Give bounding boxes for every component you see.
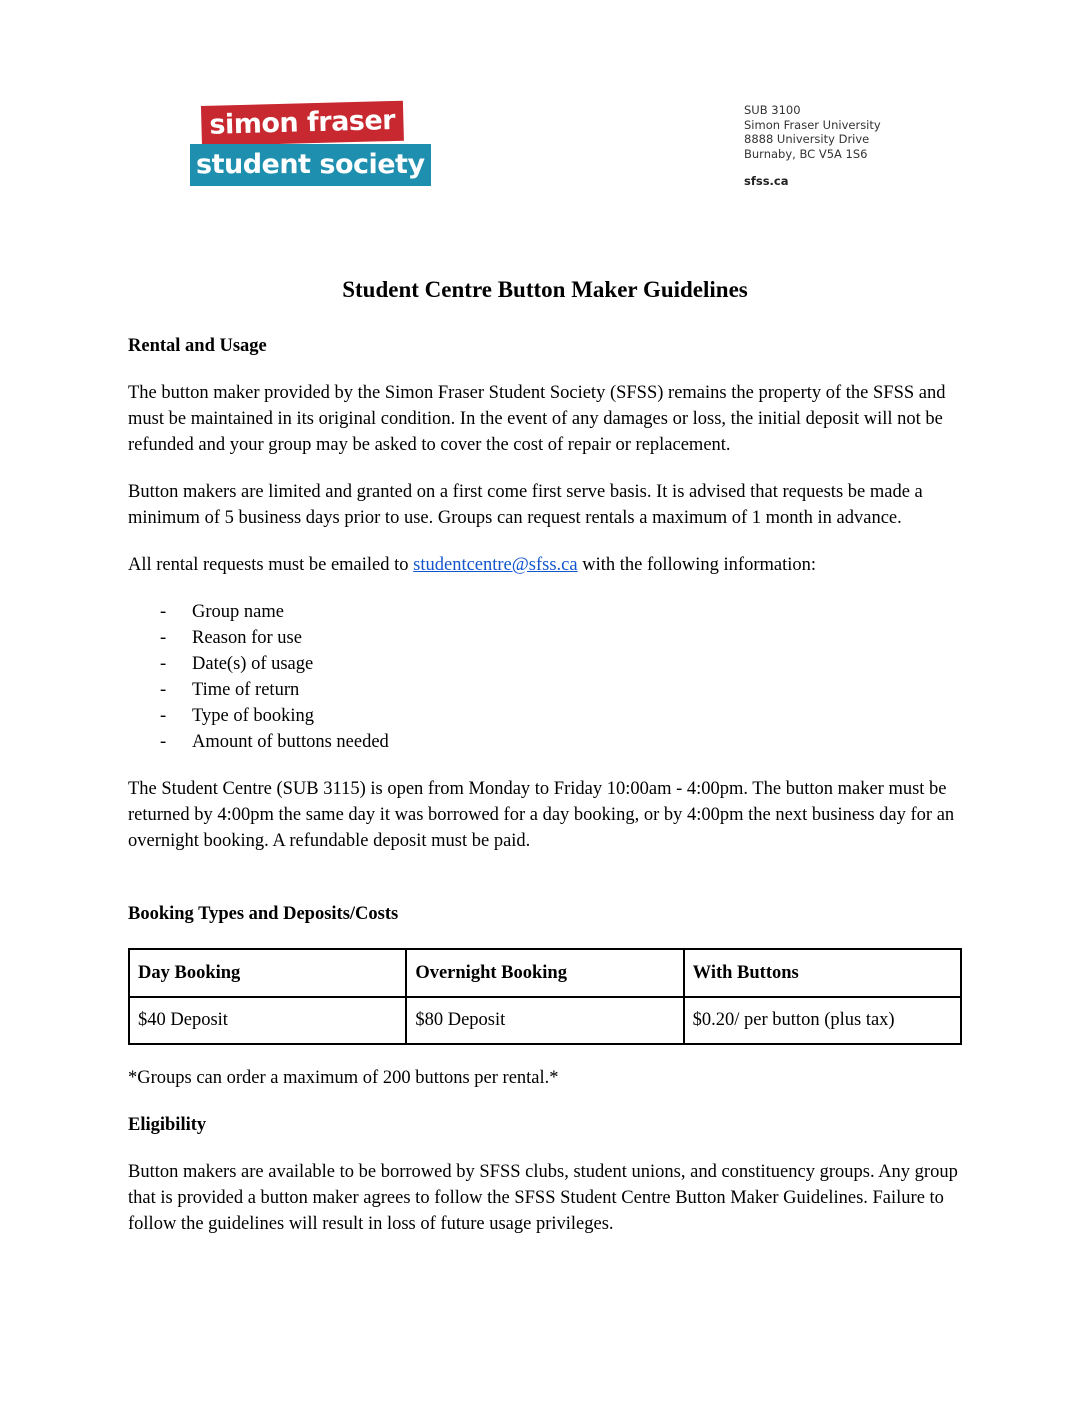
table-row (129, 997, 961, 1044)
email-intro-text: All rental requests must be emailed to (128, 555, 414, 575)
booking-note: *Groups can order a maximum of 200 buttons per rental.* (128, 1068, 559, 1088)
table-header-cell: Day Booking (129, 949, 406, 997)
email-outro-text: with the following information: (577, 555, 817, 575)
logo-line-2: student society (190, 144, 431, 186)
address-line: Burnaby, BC V5A 1S6 (744, 146, 868, 161)
rental-heading: Rental and Usage (128, 336, 267, 356)
address-line: 8888 University Drive (744, 132, 870, 146)
table-cell: $40 Deposit (129, 997, 406, 1044)
list-item: - Amount of buttons needed (128, 729, 962, 755)
rental-paragraph-1: The button maker provided by the Simon Fraser Student Society (SFSS) remains the property of the SFSS and must be maintained in its original condition. In the event of any damages or loss, the initial deposit will not be refunded and your group may be asked to cover the cost of repair or replacement. (128, 383, 946, 455)
booking-table (128, 948, 962, 1045)
table-header-row (129, 949, 961, 997)
logo-line-1: simon fraser (201, 101, 404, 146)
eligibility-heading: Eligibility (128, 1115, 207, 1135)
document-body (128, 270, 962, 1237)
email-link[interactable]: studentcentre@sfss.ca (413, 555, 578, 575)
rental-paragraph-3 (128, 552, 962, 578)
eligibility-paragraph: Button makers are available to be borrowed by SFSS clubs, student unions, and constituency groups. Any group that is provided a button maker agrees to follow the SFSS Student Centre Button Maker Guidelines. Failure to follow the guidelines will result in loss of future usage privileges. (128, 1162, 958, 1234)
address-line: SUB 3100 (744, 103, 801, 117)
list-item: - Date(s) of usage (128, 651, 962, 677)
list-item: - Time of return (128, 677, 962, 703)
letterhead-address (744, 103, 881, 189)
booking-heading: Booking Types and Deposits/Costs (128, 904, 399, 924)
requirements-list (128, 599, 962, 755)
table-header-cell: Overnight Booking (406, 949, 683, 997)
table-header-cell: With Buttons (684, 949, 961, 997)
table-cell: $0.20/ per button (plus tax) (684, 997, 961, 1044)
sfss-logo (190, 104, 425, 186)
website-link[interactable]: sfss.ca (744, 174, 789, 188)
hours-paragraph: The Student Centre (SUB 3115) is open from Monday to Friday 10:00am - 4:00pm. The button maker must be returned by 4:00pm the same day it was borrowed for a day booking, or by 4:00pm the next business day for an overnight booking. A refundable deposit must be paid. (128, 779, 955, 851)
list-item: - Reason for use (128, 625, 962, 651)
list-item: - Type of booking (128, 703, 962, 729)
rental-paragraph-2: Button makers are limited and granted on a first come first serve basis. It is advised that requests be made a minimum of 5 business days prior to use. Groups can request rentals a maximum of 1 month in advance. (128, 482, 923, 528)
address-line: Simon Fraser University (744, 117, 881, 132)
list-item: - Group name (128, 599, 962, 625)
table-cell: $80 Deposit (406, 997, 683, 1044)
page-title: Student Centre Button Maker Guidelines (342, 277, 748, 302)
